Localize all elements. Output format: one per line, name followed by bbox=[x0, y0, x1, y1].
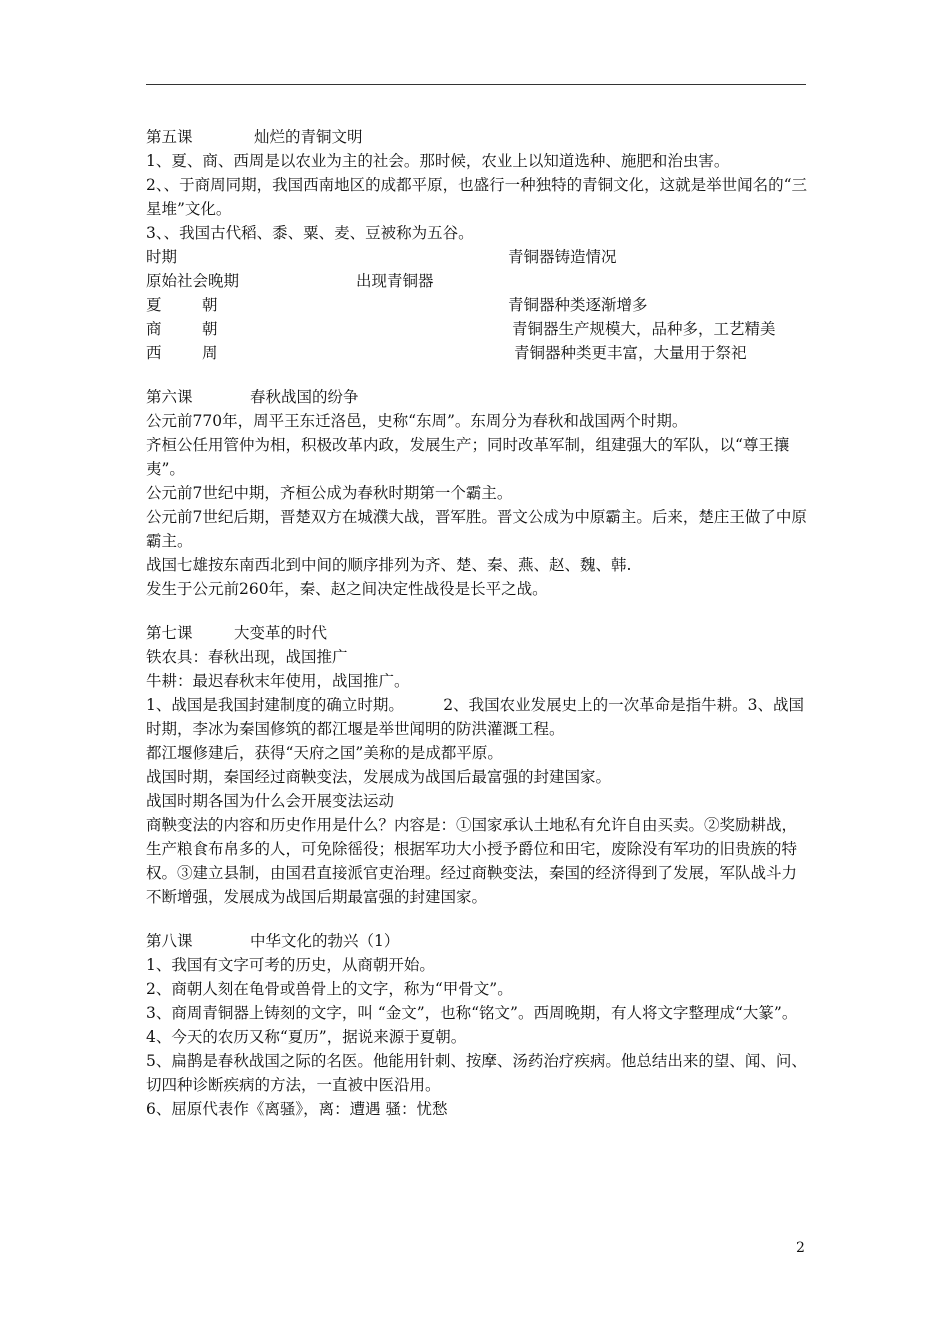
table-header bbox=[146, 245, 810, 269]
paragraph: 战国时期，秦国经过商鞅变法，发展成为战国后最富强的封建国家。 bbox=[146, 768, 612, 786]
lesson-7-heading bbox=[146, 621, 810, 645]
paragraph: 发生于公元前260年，秦、赵之间决定性战役是长平之战。 bbox=[146, 580, 548, 598]
paragraph: 4、今天的农历又称“夏历”，据说来源于夏朝。 bbox=[146, 1028, 467, 1046]
paragraph: 公元前7世纪中期，齐桓公成为春秋时期第一个霸主。 bbox=[146, 484, 513, 502]
paragraph: 6、屈原代表作《离骚》，离：遭遇 骚：忧愁 bbox=[146, 1100, 448, 1118]
paragraph: 公元前770年，周平王东迁洛邑，史称“东周”。东周分为春秋和战国两个时期。 bbox=[146, 412, 688, 430]
paragraph: 商鞅变法的内容和历史作用是什么？内容是：①国家承认土地私有允许自由买卖。②奖励耕战，生产粮食布帛多的人，可免除徭役；根据军功大小授予爵位和田宅，废除没有军功的旧贵族的特权。③建立县制，由国君直接派官吏治理。经过商鞅变法，秦国的经济得到了发展，军队战斗力不断增强，发展成为战国后期最富强的封建国家。 bbox=[146, 816, 798, 906]
table-header-info: 青铜器铸造情况 bbox=[508, 248, 617, 266]
period-char: 朝 bbox=[202, 296, 218, 314]
paragraph: 都江堰修建后，获得“天府之国”美称的是成都平原。 bbox=[146, 744, 503, 762]
paragraph: 2、商朝人刻在龟骨或兽骨上的文字，称为“甲骨文”。 bbox=[146, 980, 513, 998]
paragraph: 5、扁鹊是春秋战国之际的名医。他能用针刺、按摩、汤药治疗疾病。他总结出来的望、闻、问、切四种诊断疾病的方法，一直被中医沿用。 bbox=[146, 1052, 807, 1094]
paragraph: 牛耕：最迟春秋末年使用，战国推广。 bbox=[146, 672, 410, 690]
lesson-number: 第七课 bbox=[146, 624, 193, 642]
spacer bbox=[146, 365, 810, 385]
table-row bbox=[146, 269, 810, 293]
lesson-6-heading bbox=[146, 385, 810, 409]
paragraph: 战国七雄按东南西北到中间的顺序排列为齐、楚、秦、燕、赵、魏、韩. bbox=[146, 556, 632, 574]
lesson-title: 中华文化的勃兴（1） bbox=[250, 932, 400, 950]
document-body bbox=[146, 125, 810, 1121]
lesson-5-heading bbox=[146, 125, 810, 149]
lesson-title: 大变革的时代 bbox=[234, 624, 328, 642]
period-char: 朝 bbox=[202, 320, 218, 338]
lesson-title: 灿烂的青铜文明 bbox=[254, 128, 363, 146]
paragraph: 1、我国有文字可考的历史，从商朝开始。 bbox=[146, 956, 435, 974]
paragraph: 齐桓公任用管仲为相，积极改革内政，发展生产；同时改革军制，组建强大的军队，以“尊王攘夷”。 bbox=[146, 436, 790, 478]
table-cell-period bbox=[146, 293, 508, 317]
table-cell-info: 青铜器生产规模大，品种多，工艺精美 bbox=[512, 320, 776, 338]
table-cell-info: 青铜器种类逐渐增多 bbox=[508, 296, 648, 314]
table-cell-info: 出现青铜器 bbox=[356, 272, 434, 290]
paragraph: 铁农具：春秋出现，战国推广 bbox=[146, 648, 348, 666]
lesson-number: 第五课 bbox=[146, 128, 193, 146]
table-header-period: 时期 bbox=[146, 248, 178, 266]
period-char: 夏 bbox=[146, 296, 162, 314]
paragraph: 1、战国是我国封建制度的确立时期。 2、我国农业发展史上的一次革命是指牛耕。3、战国时期，李冰为秦国修筑的都江堰是举世闻明的防洪灌溉工程。 bbox=[146, 696, 805, 738]
table-row bbox=[146, 341, 810, 365]
paragraph: 公元前7世纪后期，晋楚双方在城濮大战，晋军胜。晋文公成为中原霸主。后来，楚庄王做了中原霸主。 bbox=[146, 508, 807, 550]
table-cell-info: 青铜器种类更丰富，大量用于祭祀 bbox=[514, 344, 747, 362]
paragraph: 战国时期各国为什么会开展变法运动 bbox=[146, 792, 395, 810]
lesson-title: 春秋战国的纷争 bbox=[250, 388, 359, 406]
lesson-number: 第八课 bbox=[146, 932, 193, 950]
period-char: 商 bbox=[146, 320, 162, 338]
period-char: 西 bbox=[146, 344, 162, 362]
lesson-number: 第六课 bbox=[146, 388, 193, 406]
table-cell-period bbox=[146, 317, 512, 341]
table-cell-period bbox=[146, 341, 514, 365]
table-row bbox=[146, 293, 810, 317]
table-cell-period: 原始社会晚期 bbox=[146, 272, 240, 290]
spacer bbox=[146, 601, 810, 621]
table-row bbox=[146, 317, 810, 341]
period-char: 周 bbox=[202, 344, 218, 362]
header-rule bbox=[146, 84, 806, 85]
page-number: 2 bbox=[796, 1240, 805, 1256]
paragraph: 1、夏、商、西周是以农业为主的社会。那时候，农业上以知道选种、施肥和治虫害。 bbox=[146, 152, 730, 170]
paragraph: 3、、我国古代稻、黍、粟、麦、豆被称为五谷。 bbox=[146, 224, 474, 242]
paragraph: 3、商周青铜器上铸刻的文字，叫 “金文”，也称“铭文”。西周晚期，有人将文字整理成“大篆”。 bbox=[146, 1004, 798, 1022]
lesson-8-heading bbox=[146, 929, 810, 953]
spacer bbox=[146, 909, 810, 929]
paragraph: 2、、于商周同期，我国西南地区的成都平原，也盛行一种独特的青铜文化，这就是举世闻名的“三星堆”文化。 bbox=[146, 176, 808, 218]
